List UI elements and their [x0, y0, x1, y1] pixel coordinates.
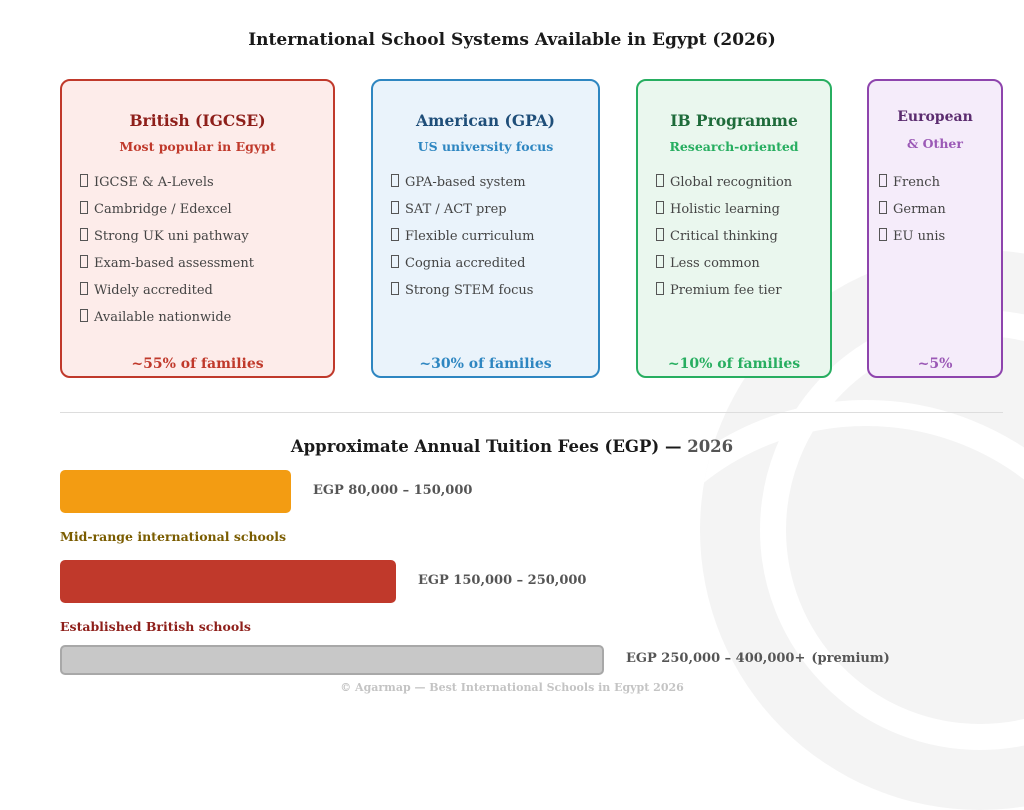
system-card-subtitle: US university focus — [417, 139, 554, 154]
fee-bar-value-text: EGP 150,000 – 250,000 — [418, 572, 587, 588]
system-card-subtitle: Most popular in Egypt — [119, 139, 276, 154]
system-feature-text: Cambridge / Edexcel — [94, 202, 232, 217]
fee-bar — [60, 645, 604, 675]
system-feature-text: Flexible curriculum — [405, 229, 535, 244]
system-card-subtitle: Research-oriented — [669, 139, 799, 154]
fee-bar-value-text: EGP 80,000 – 150,000 — [313, 482, 473, 498]
system-card-title: British (IGCSE) — [129, 111, 266, 130]
page-title: International School Systems Available in Egypt (2026) — [248, 30, 776, 50]
system-feature-text: Exam-based assessment — [94, 256, 254, 271]
system-feature-text: German — [893, 202, 946, 217]
system-feature-text: Widely accredited — [94, 283, 213, 298]
fee-bar-value-label — [626, 651, 890, 666]
system-share: ~10% of families — [667, 356, 801, 372]
system-feature-text: Available nationwide — [94, 310, 232, 325]
footer-credit: © Agarmap — Best International Schools in Egypt 2026 — [340, 681, 684, 694]
fee-bar-value-label — [313, 483, 472, 498]
system-card-title: European — [897, 109, 973, 125]
system-feature-text: Critical thinking — [670, 229, 778, 244]
system-feature-text: SAT / ACT prep — [405, 202, 507, 217]
system-card-title: IB Programme — [670, 111, 798, 130]
fee-bar-value-text: EGP 250,000 – 400,000+ — [626, 651, 806, 666]
system-card-subtitle: & Other — [907, 136, 963, 151]
fee-bar-value-label — [418, 573, 586, 588]
system-share: ~5% — [917, 356, 953, 372]
system-feature-text: Cognia accredited — [405, 256, 526, 271]
fees-title-year: 2026 — [687, 437, 734, 456]
system-feature-text: Global recognition — [670, 175, 793, 190]
system-share: ~30% of families — [419, 356, 552, 372]
fee-bar — [60, 470, 291, 513]
system-feature-text: GPA-based system — [405, 175, 526, 190]
system-feature-text: Less common — [670, 256, 760, 271]
system-feature-text: Holistic learning — [670, 202, 780, 217]
fee-bar-note: (premium) — [811, 651, 890, 666]
system-feature-text: Strong STEM focus — [405, 283, 534, 298]
system-feature-text: Premium fee tier — [670, 283, 782, 298]
system-card-title: American (GPA) — [416, 111, 555, 130]
system-feature-text: EU unis — [893, 229, 946, 244]
system-share: ~55% of families — [131, 356, 264, 372]
fees-title-text: Approximate Annual Tuition Fees (EGP) — — [290, 437, 682, 456]
system-feature-text: IGCSE & A-Levels — [94, 175, 214, 190]
fee-tier-label: Established British schools — [60, 619, 251, 634]
fee-bar — [60, 560, 396, 603]
system-feature-text: French — [893, 175, 940, 190]
fee-tier-label: Mid-range international schools — [60, 529, 287, 544]
system-feature-text: Strong UK uni pathway — [94, 229, 249, 244]
